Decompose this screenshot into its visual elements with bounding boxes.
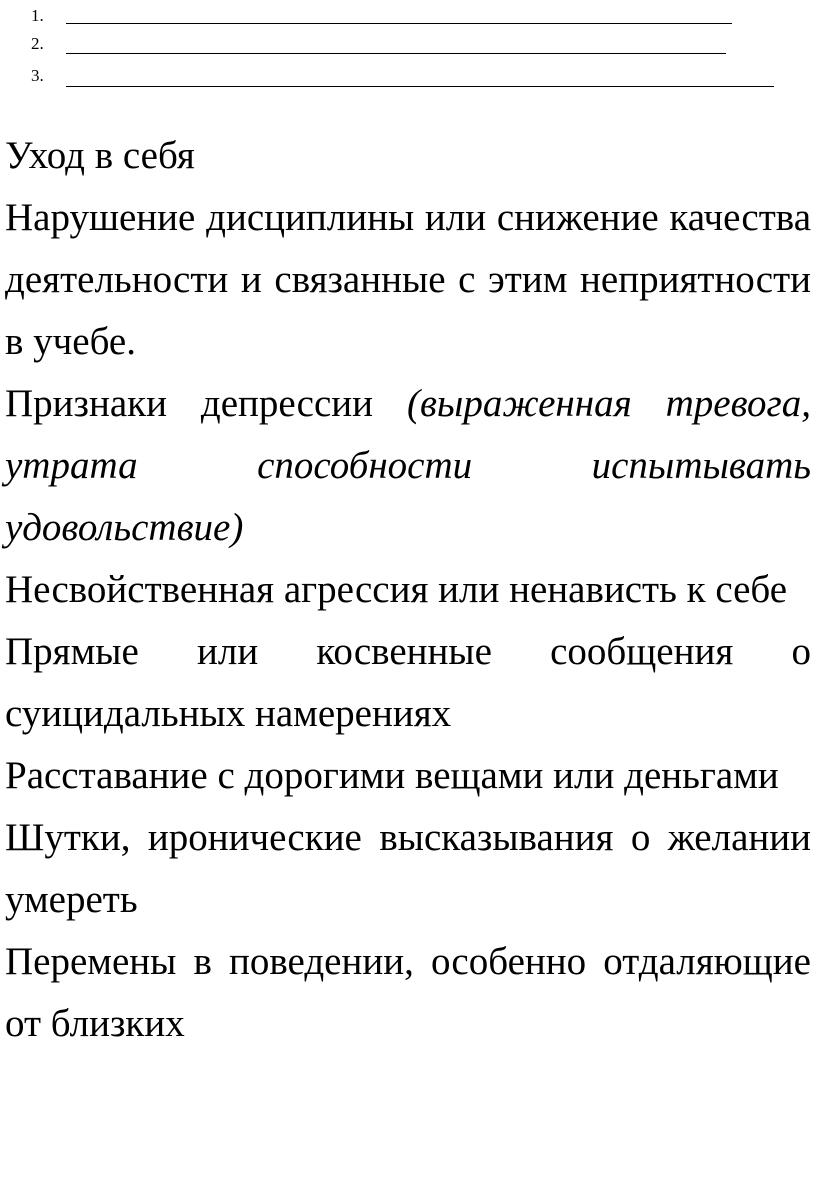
paragraph-withdrawal: Уход в себя [5, 134, 195, 177]
paragraph-giving-away: Расставание с дорогими вещами или деньгами [5, 754, 779, 797]
document-body [5, 125, 811, 1055]
blank-line [66, 23, 732, 24]
paragraph-depression [5, 373, 811, 559]
paragraph-behavior-change: Перемены в поведении, особенно отдаляющие от близких [5, 940, 811, 1045]
list-number: 3. [31, 66, 44, 85]
paragraph-messages: Прямые или косвенные сообщения о суицидальных намерениях [5, 630, 811, 735]
depression-details: (выраженная тревога, утрата способности испытывать удовольствие) [5, 382, 811, 549]
blank-line [66, 53, 726, 54]
paragraph-discipline: Нарушение дисциплины или снижение качества деятельности и связанные с этим неприятности в учебе. [5, 196, 811, 363]
blank-line [66, 86, 774, 87]
list-number: 1. [31, 6, 44, 25]
paragraph-jokes: Шутки, иронические высказывания о желании умереть [5, 816, 811, 921]
paragraph-aggression: Несвойственная агрессия или ненависть к себе [5, 568, 788, 611]
depression-label: Признаки депрессии [5, 382, 407, 425]
list-number: 2. [31, 34, 44, 53]
